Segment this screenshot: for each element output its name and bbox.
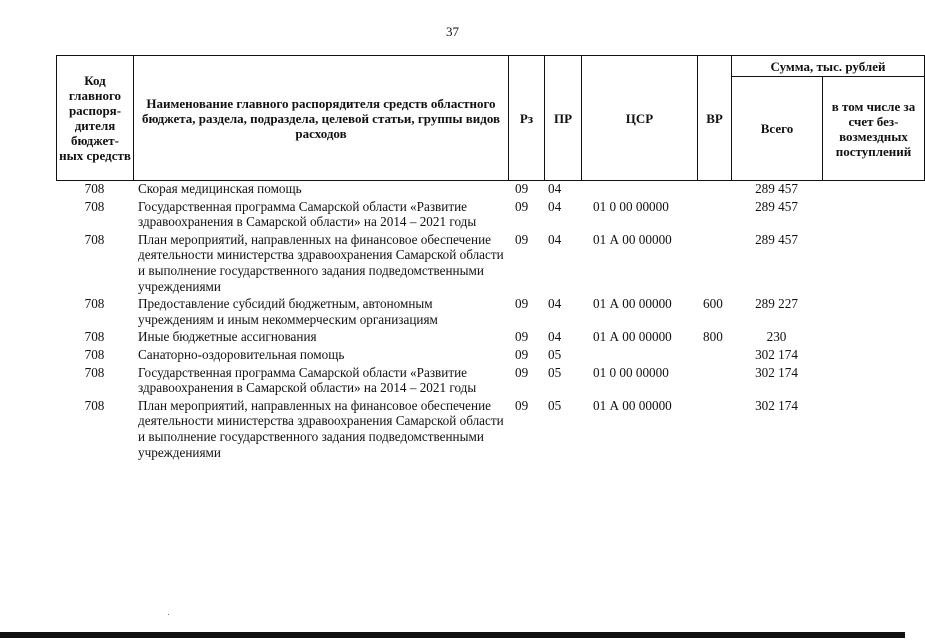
row-csr: 01 А 00 00000 xyxy=(593,296,672,312)
row-code: 708 xyxy=(84,329,105,345)
budget-table-body xyxy=(56,181,924,462)
row-total: 289 457 xyxy=(755,181,798,196)
row-rz: 09 xyxy=(515,364,529,380)
row-vr: 600 xyxy=(703,296,723,312)
row-total: 302 174 xyxy=(755,364,798,380)
row-name: Скорая медицинская помощь xyxy=(138,181,302,196)
row-grants xyxy=(822,347,924,365)
table-row xyxy=(56,232,924,296)
row-vr xyxy=(697,365,731,398)
row-csr: 01 А 00 00000 xyxy=(593,329,672,345)
table-row xyxy=(56,199,924,232)
page-number: 37 xyxy=(446,24,459,39)
row-code: 708 xyxy=(84,181,105,196)
row-code: 708 xyxy=(84,364,105,380)
row-grants xyxy=(822,398,924,462)
row-total: 302 174 xyxy=(755,397,798,413)
row-rz: 09 xyxy=(515,296,529,312)
header-name: Наименование главного распорядителя средств областного бюджета, раздела, подраздела, целевой статьи, группы видов расходов xyxy=(134,56,509,181)
row-pr: 04 xyxy=(548,329,562,345)
row-pr: 04 xyxy=(548,181,562,196)
row-rz: 09 xyxy=(515,346,529,362)
row-name: План мероприятий, направленных на финансовое обеспечение деятельности министерства здравоохранения Самарской области и выполнение государственного задания подведомственными учреждениями xyxy=(138,397,504,460)
row-total: 289 227 xyxy=(755,296,798,312)
row-pr: 04 xyxy=(548,198,562,214)
header-grants: в том числе за счет без-возмездных поступлений xyxy=(823,77,925,181)
header-code: Код главного распоря-дителя бюджет-ных средств xyxy=(57,56,134,181)
table-row xyxy=(56,398,924,462)
row-csr xyxy=(581,347,697,365)
row-name: Санаторно-оздоровительная помощь xyxy=(138,346,345,362)
row-grants xyxy=(822,296,924,329)
table-header xyxy=(56,55,925,181)
row-grants xyxy=(822,365,924,398)
header-pr: ПР xyxy=(545,56,582,181)
row-vr xyxy=(697,347,731,365)
row-rz: 09 xyxy=(515,181,529,196)
row-name: Государственная программа Самарской области «Развитие здравоохранения в Самарской области» на 2014 – 2021 годы xyxy=(138,198,477,230)
row-grants xyxy=(822,199,924,232)
scan-speck xyxy=(168,614,169,615)
row-csr: 01 А 00 00000 xyxy=(593,231,672,247)
row-grants xyxy=(822,329,924,347)
row-name: Иные бюджетные ассигнования xyxy=(138,329,317,345)
row-code: 708 xyxy=(84,296,105,312)
row-pr: 04 xyxy=(548,231,562,247)
header-total: Всего xyxy=(732,77,823,181)
table-row xyxy=(56,347,924,365)
bottom-rule xyxy=(0,632,905,638)
row-code: 708 xyxy=(84,397,105,413)
table-row xyxy=(56,181,924,199)
row-csr xyxy=(581,181,697,199)
row-csr: 01 0 00 00000 xyxy=(593,364,669,380)
row-pr: 05 xyxy=(548,397,562,413)
row-name: План мероприятий, направленных на финансовое обеспечение деятельности министерства здравоохранения Самарской области и выполнение государственного задания подведомственными учреждениями xyxy=(138,231,504,294)
header-csr: ЦСР xyxy=(582,56,698,181)
row-pr: 05 xyxy=(548,364,562,380)
row-code: 708 xyxy=(84,231,105,247)
row-vr xyxy=(697,199,731,232)
header-vr: ВР xyxy=(698,56,732,181)
table-row xyxy=(56,365,924,398)
row-name: Предоставление субсидий бюджетным, автономным учреждениям и иным некоммерческим организациям xyxy=(138,296,438,327)
row-name: Государственная программа Самарской области «Развитие здравоохранения в Самарской области» на 2014 – 2021 годы xyxy=(138,364,477,396)
row-csr: 01 0 00 00000 xyxy=(593,198,669,214)
row-vr xyxy=(697,181,731,199)
row-pr: 05 xyxy=(548,346,562,362)
header-sum: Сумма, тыс. рублей xyxy=(732,56,925,77)
row-total: 289 457 xyxy=(755,231,798,247)
row-code: 708 xyxy=(84,198,105,214)
table-row xyxy=(56,296,924,329)
row-pr: 04 xyxy=(548,296,562,312)
row-rz: 09 xyxy=(515,198,529,214)
row-grants xyxy=(822,181,924,199)
row-rz: 09 xyxy=(515,397,529,413)
row-rz: 09 xyxy=(515,329,529,345)
row-vr: 800 xyxy=(703,329,723,345)
row-grants xyxy=(822,232,924,296)
row-csr: 01 А 00 00000 xyxy=(593,397,672,413)
row-vr xyxy=(697,232,731,296)
header-rz: Рз xyxy=(509,56,545,181)
row-total: 302 174 xyxy=(755,346,798,362)
table-row xyxy=(56,329,924,347)
row-total: 289 457 xyxy=(755,198,798,214)
row-vr xyxy=(697,398,731,462)
row-code: 708 xyxy=(84,346,105,362)
row-rz: 09 xyxy=(515,231,529,247)
row-total: 230 xyxy=(766,329,787,345)
